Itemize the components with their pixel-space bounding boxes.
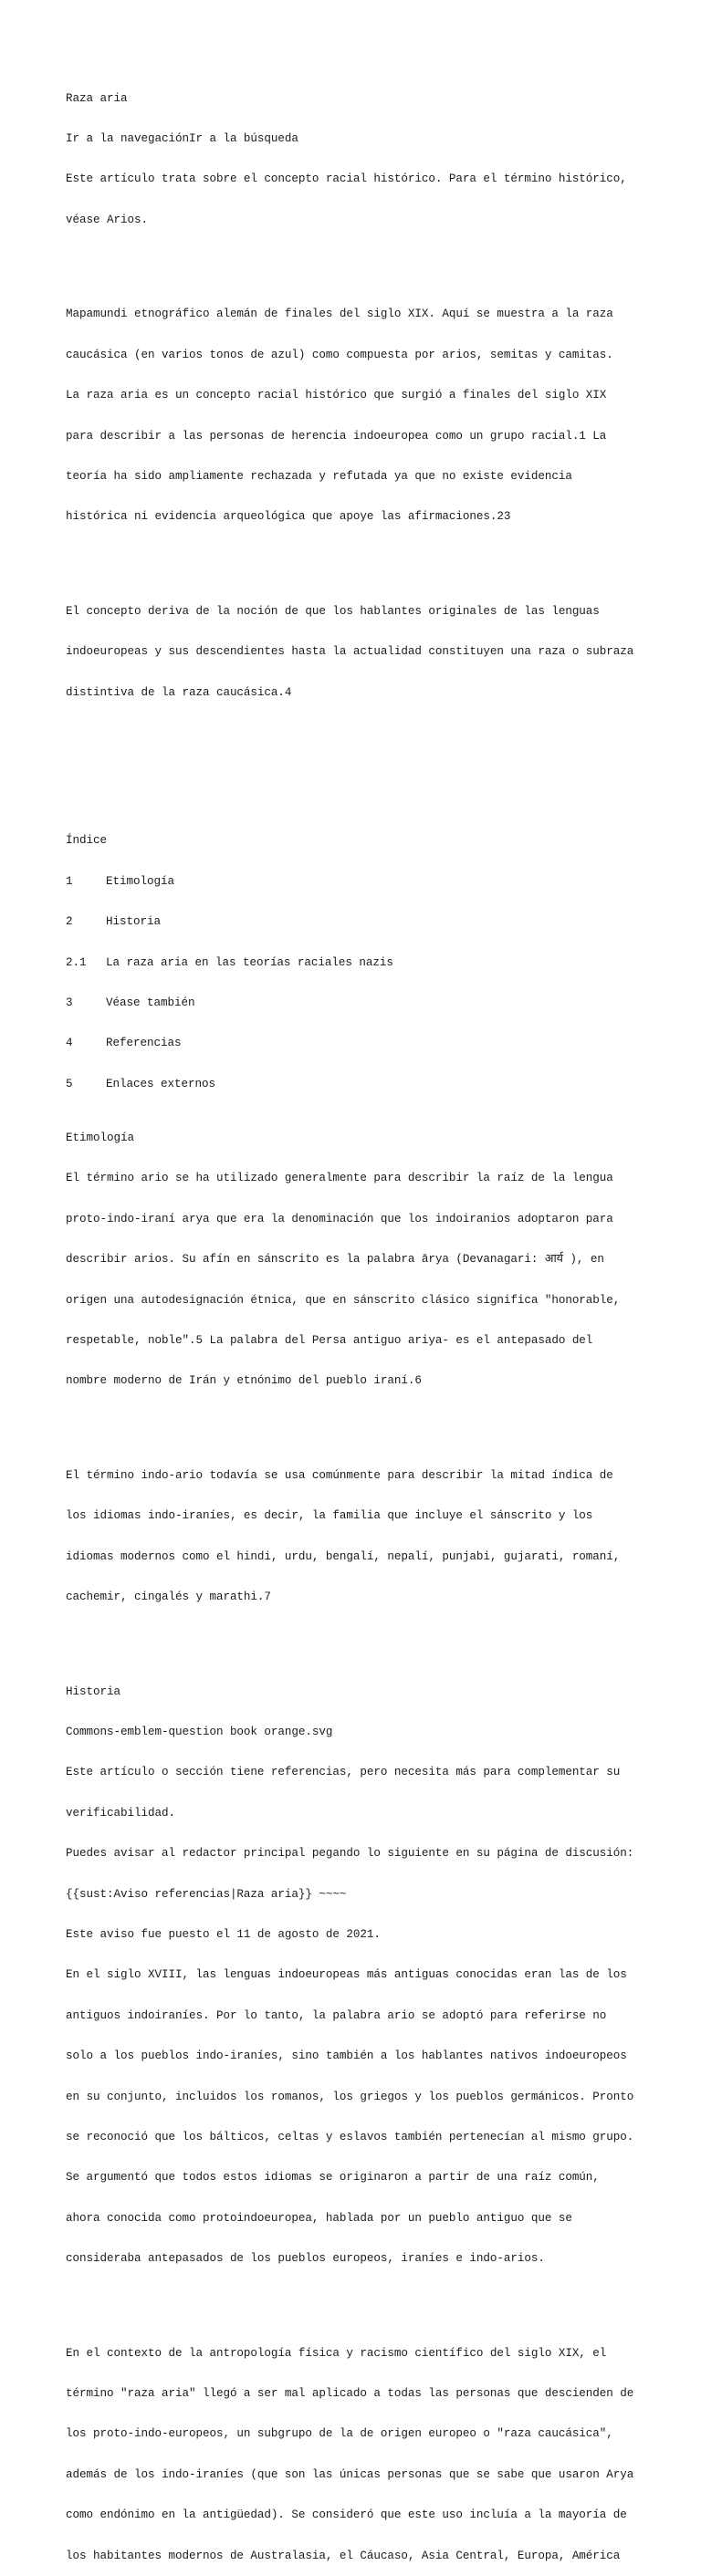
toc-label[interactable]: Referencias	[106, 1037, 182, 1050]
toc-item-vease-tambien[interactable]	[66, 996, 650, 1010]
historia-line: en su conjunto, incluidos los romanos, los griegos y los pueblos germánicos. Pronto	[66, 2090, 634, 2103]
historia-line: solo a los pueblos indo-iraníes, sino también a los hablantes nativos indoeuropeos	[66, 2049, 627, 2063]
spacer	[66, 1631, 650, 1644]
spacer	[66, 2292, 650, 2306]
etimologia-line: idiomas modernos como el hindi, urdu, bengalí, nepalí, punjabi, gujarati, romaní,	[66, 1549, 621, 1563]
historia-line: Se argumentó que todos estos idiomas se originaron a partir de una raíz común,	[66, 2171, 600, 2185]
intro-line: La raza aria es un concepto racial histórico que surgió a finales del siglo XIX	[66, 389, 607, 402]
etimologia-line: origen una autodesignación étnica, que en sánscrito clásico significa "honorable,	[66, 1293, 621, 1307]
toc-title: Índice	[66, 834, 107, 848]
toc-number: 3	[66, 996, 73, 1009]
notice-template-code: {{sust:Aviso referencias|Raza aria}} ~~~~	[66, 1887, 347, 1901]
toc-number: 2.1	[66, 955, 87, 969]
toc-label[interactable]: Etimología	[106, 874, 174, 888]
etimologia-line: describir arios. Su afín en sánscrito es la palabra ārya (Devanagari: आर्य ), en	[66, 1253, 604, 1267]
spacer	[66, 551, 650, 565]
notice-image-name[interactable]: Commons-emblem-question book orange.svg	[66, 1726, 333, 1739]
etimologia-line: respetable, noble".5 La palabra del Persa antiguo ariya- es el antepasado del	[66, 1333, 593, 1347]
page-title: Raza aria	[66, 91, 128, 105]
historia-line: además de los indo-iraníes (que son las únicas personas que se sabe que usaron Arya	[66, 2467, 634, 2481]
etimologia-line: cachemir, cingalés y marathi.7	[66, 1590, 271, 1604]
toc-item-enlaces-externos[interactable]	[66, 1078, 650, 1091]
spacer	[66, 726, 650, 754]
notice-line: verificabilidad.	[66, 1806, 175, 1820]
toc-number: 5	[66, 1077, 73, 1090]
etimologia-line: El término indo-ario todavía se usa comúnmente para describir la mitad índica de	[66, 1468, 613, 1482]
skip-navigation-links[interactable]: Ir a la navegaciónIr a la búsqueda	[66, 131, 298, 145]
toc-item-historia[interactable]	[66, 915, 650, 929]
historia-line: término "raza aria" llegó a ser mal aplicado a todas las personas que descienden de	[66, 2387, 634, 2401]
spacer	[66, 1415, 650, 1429]
spacer	[66, 254, 650, 267]
historia-line: los proto-indo-europeos, un subgrupo de la de origen europeo o "raza caucásica",	[66, 2427, 613, 2441]
intro-line: indoeuropeas y sus descendientes hasta la actualidad constituyen una raza o subraza	[66, 645, 634, 659]
spacer	[66, 780, 650, 794]
section-heading-etimologia: Etimología	[66, 1131, 134, 1144]
notice-date: Este aviso fue puesto el 11 de agosto de 2021.	[66, 1927, 381, 1941]
historia-line: los habitantes modernos de Australasia, el Cáucaso, Asia Central, Europa, América	[66, 2549, 621, 2562]
etimologia-line: El término ario se ha utilizado generalmente para describir la raíz de la lengua	[66, 1172, 613, 1185]
etimologia-line: proto-indo-iraní arya que era la denominación que los indoiranios adoptaron para	[66, 1212, 613, 1225]
toc-label[interactable]: Historia	[106, 915, 161, 929]
toc-item-referencias[interactable]	[66, 1037, 650, 1050]
intro-line: histórica ni evidencia arqueológica que apoye las afirmaciones.23	[66, 510, 511, 524]
historia-line: como endónimo en la antigüedad). Se consideró que este uso incluía a la mayoría de	[66, 2508, 627, 2522]
intro-line: distintiva de la raza caucásica.4	[66, 685, 292, 699]
intro-line: para describir a las personas de herencia indoeuropea como un grupo racial.1 La	[66, 429, 607, 443]
toc-item-etimologia[interactable]	[66, 875, 650, 889]
historia-line: En el contexto de la antropología física y racismo científico del siglo XIX, el	[66, 2346, 607, 2360]
toc-label[interactable]: Enlaces externos	[106, 1077, 215, 1090]
notice-line: Este artículo o sección tiene referencias, pero necesita más para complementar su	[66, 1766, 621, 1779]
historia-line: En el siglo XVIII, las lenguas indoeuropeas más antiguas conocidas eran las de los	[66, 1968, 627, 1982]
notice-line: Puedes avisar al redactor principal pegando lo siguiente en su página de discusión:	[66, 1847, 634, 1861]
hatnote-line: Este artículo trata sobre el concepto racial histórico. Para el término histórico,	[66, 172, 627, 186]
toc-number: 1	[66, 874, 73, 888]
toc-item-raza-aria-nazis[interactable]	[66, 956, 650, 970]
historia-line: ahora conocida como protoindoeuropea, hablada por un pueblo antiguo que se	[66, 2211, 572, 2225]
hatnote-line[interactable]: véase Arios.	[66, 213, 148, 226]
toc-number: 2	[66, 915, 73, 929]
intro-line: Mapamundi etnográfico alemán de finales del siglo XIX. Aquí se muestra a la raza	[66, 308, 613, 321]
toc-label[interactable]: La raza aria en las teorías raciales nazis	[106, 955, 393, 969]
etimologia-line: los idiomas indo-iraníes, es decir, la familia que incluye el sánscrito y los	[66, 1509, 593, 1523]
document-page	[66, 65, 650, 2576]
etimologia-line: nombre moderno de Irán y etnónimo del pueblo iraní.6	[66, 1374, 422, 1388]
intro-line: teoría ha sido ampliamente rechazada y refutada ya que no existe evidencia	[66, 469, 572, 483]
section-heading-historia: Historia	[66, 1684, 120, 1698]
intro-line: caucásica (en varios tonos de azul) como compuesta por arios, semitas y camitas.	[66, 348, 613, 361]
historia-line: consideraba antepasados de los pueblos europeos, iraníes e indo-arios.	[66, 2252, 545, 2266]
historia-line: se reconoció que los bálticos, celtas y eslavos también pertenecían al mismo grupo.	[66, 2130, 634, 2143]
toc-label[interactable]: Véase también	[106, 996, 195, 1009]
toc-number: 4	[66, 1037, 73, 1050]
intro-line: El concepto deriva de la noción de que los hablantes originales de las lenguas	[66, 604, 600, 618]
historia-line: antiguos indoiraníes. Por lo tanto, la palabra ario se adoptó para referirse no	[66, 2008, 607, 2022]
